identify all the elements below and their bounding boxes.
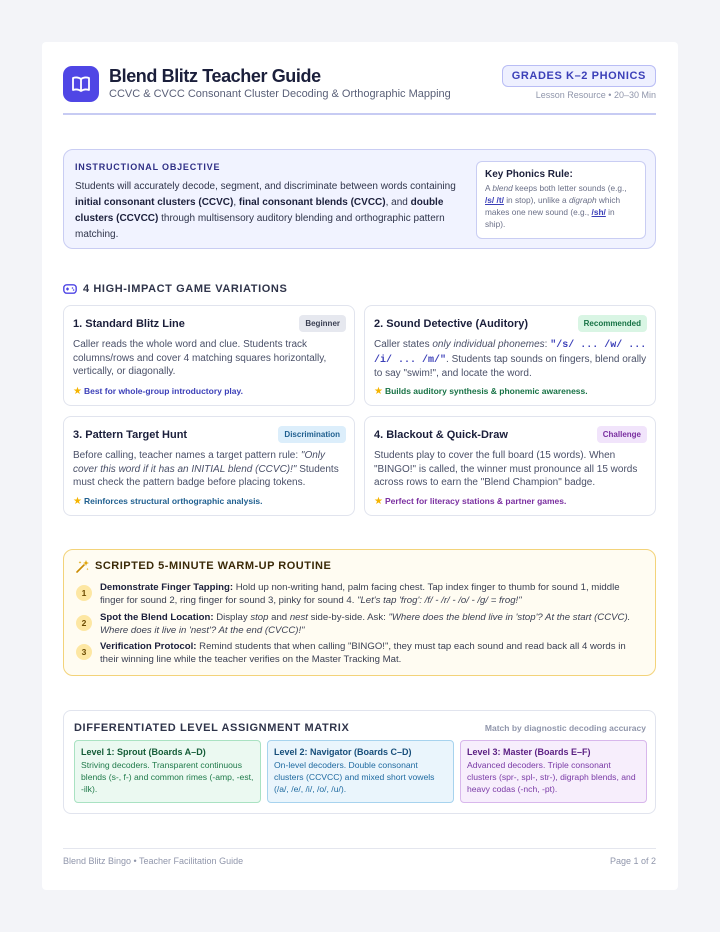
card-note: ★ Builds auditory synthesis & phonemic awareness. [374, 386, 588, 397]
level-card-navigator [267, 740, 454, 803]
difficulty-badge: Discrimination [278, 426, 346, 443]
footer-title: Blend Blitz Bingo • Teacher Facilitation Guide [63, 856, 244, 866]
open-book-icon [71, 74, 91, 94]
card-title: 3. Pattern Target Hunt [73, 429, 188, 441]
page-title: Blend Blitz Teacher Guide [109, 66, 321, 86]
phonics-rule-text: A blend keeps both letter sounds (e.g., /s/ /t/ in stop), unlike a digraph which makes one new sound (e.g., /sh/ in ship). [485, 183, 627, 229]
lesson-meta: Lesson Resource • 20–30 Min [535, 90, 656, 100]
card-description: Caller reads the whole word and clue. Students track columns/rows and cover 4 matching squares horizontally, vertically, or diagonally. [73, 339, 327, 378]
header-divider [63, 113, 656, 115]
star-icon: ★ [374, 386, 383, 397]
card-note: ★ Best for whole-group introductory play. [73, 386, 243, 397]
card-title: 4. Blackout & Quick-Draw [374, 429, 508, 441]
level-title: Level 1: Sprout (Boards A–D) [81, 747, 206, 757]
warmup-panel: SCRIPTED 5-MINUTE WARM-UP ROUTINE 1 Demonstrate Finger Tapping: Hold up non-writing hand, palm facing chest. Tap index finger to thumb for sound 1, middle finger for sound 2, ring finger for sound 3, pinky for sound 4. "Let's tap 'frog': /f/ - /r/ - /o/ - /g/ = frog!" 2 Spot the Blend Location: Display stop and nest side-by-side. Ask: "Where does the blend live in 'stop'? At the start (CCVC). Where does it live in 'nest'? At the end (CVCC)!" 3 Verification Protocol: Remind students that when calling "BINGO!", they must tap each sound and read back all 4 words in their winning line while the teacher verifies on the Master Tracking Mat. [63, 549, 656, 676]
card-description: Caller states only individual phonemes: "/s/ ... /w/ ... /i/ ... /m/". Students tap sounds on fingers, blend orally to say "swim!", and locate the word. [374, 339, 647, 380]
objective-panel [63, 149, 656, 249]
card-note: ★ Perfect for literacy stations & partner games. [374, 496, 567, 507]
level-description: Striving decoders. Transparent continuous blends (s-, f-) and common rimes (-amp, -est, -ilk). [81, 760, 254, 794]
level-matrix [63, 710, 656, 814]
step-number: 3 [76, 644, 92, 660]
card-note: ★ Reinforces structural orthographic analysis. [73, 496, 263, 507]
difficulty-badge: Beginner [299, 315, 346, 332]
step-number: 2 [76, 615, 92, 631]
card-title: 2. Sound Detective (Auditory) [374, 318, 529, 330]
card-description: Before calling, teacher names a target pattern rule: "Only cover this word if it has an INITIAL blend (CCVC)!" Students must check the pattern badge before placing tokens. [73, 450, 339, 489]
level-card-master [460, 740, 647, 803]
guide-page: Blend Blitz Teacher Guide CCVC & CVCC Consonant Cluster Decoding & Orthographic Mapping GRADES K–2 PHONICS Lesson Resource • 20–30 Min INSTRUCTIONAL OBJECTIVE Students will accurately decode, segment, and discriminate between words containing initial consonant clusters (CCVC), final consonant blends (CVCC), and double clusters (CCVCC) through multisensory auditory blending and orthographic pattern matching. Key Phonics Rule: A blend keeps both letter sounds (e.g., /s/ /t/ in stop), unlike a digraph which makes one new sound (e.g., /sh/ in ship). 4 HIGH-IMPACT GAME VARIATIONS 1. Standard Blitz Line Beginner Caller reads the whole word and clue. Students track columns/rows and cover 4 matching squares horizontally, vertically, or diagonally. ★ Best for whole-group introductory play. 2. Sound Detective (Auditory) Recommended Caller states only individual phonemes: "/s/ ... /w/ ... /i/ ... /m/". Students tap sounds on fingers, blend orally to say "swim!", and locate the word. ★ Builds auditory synthesis & phonemic awareness. 3. Pattern Target Hunt Discrimination Before calling, teacher names a target pattern rule: "Only cover this word if it has an INITIAL blend (CCVC)!" Students must check the pattern badge before placing tokens. ★ Reinforces structural orthographic analysis. 4. Blackout & Quick-Draw Challenge Students play to cover the full board (15 words). When "BINGO!" is called, the winner must pronounce all 15 words across rows to earn the "Blend Champion" badge. ★ Perfect for literacy stations & partner games. SCRIPTED 5-MINUTE WARM-UP ROUTINE 1 Demonstrate Finger Tapping: Hold up non-writing hand, palm facing chest. Tap index finger to thumb for sound 1, middle finger for sound 2, ring finger for sound 3, pinky for sound 4. "Let's tap 'frog': /f/ - /r/ - /o/ - /g/ = frog!" 2 Spot the Blend Location: Display stop and nest side-by-side. Ask: "Where does the blend live in 'stop'? At the start (CCVC). Where does it live in 'nest'? At the end (CVCC)!" 3 Verification Protocol: Remind students that when calling "BINGO!", they must tap each sound and read back all 4 words in their winning line while the teacher verifies on the Master Tracking Mat. DIFFERENTIATED LEVEL ASSIGNMENT MATRIX Match by diagnostic decoding accuracy Level 1: Sprout (Boards A–D) Striving decoders. Transparent continuous blends (s-, f-) and common rimes (-amp, -est, -ilk). Level 2: Navigator (Boards C–D) On-level decoders. Double consonant clusters (CCVCC) and mixed short vowels (/a/, /e/, /i/, /o/, /u/). Level 3: Master (Boards E–F) Advanced decoders. Triple consonant clusters (spr-, spl-, str-), digraph blends, and heavy codas (-nch, -pt). Blend Blitz Bingo • Teacher Facilitation Guide Page 1 of 2 [42, 42, 678, 890]
sparkle-wand-icon [75, 559, 90, 574]
level-title: Level 2: Navigator (Boards C–D) [274, 747, 412, 757]
star-icon: ★ [374, 496, 383, 507]
matrix-heading: DIFFERENTIATED LEVEL ASSIGNMENT MATRIX [74, 722, 350, 734]
card-title: 1. Standard Blitz Line [73, 318, 185, 330]
gamepad-icon [63, 284, 77, 294]
phonics-rule-box [476, 161, 646, 239]
level-card-sprout [74, 740, 261, 803]
star-icon: ★ [73, 386, 82, 397]
level-title: Level 3: Master (Boards E–F) [467, 747, 591, 757]
variation-card-pattern-hunt [63, 416, 355, 516]
level-description: On-level decoders. Double consonant clusters (CCVCC) and mixed short vowels (/a/, /e/, /i/, /o/, /u/). [274, 760, 435, 794]
step-number: 1 [76, 585, 92, 601]
logo [63, 66, 99, 102]
warmup-step: Verification Protocol: Remind students that when calling "BINGO!", they must tap each sound and read back all 4 words in their winning line while the teacher verifies on the Master Tracking Mat. [100, 641, 626, 665]
star-icon: ★ [73, 496, 82, 507]
warmup-step: Demonstrate Finger Tapping: Hold up non-writing hand, palm facing chest. Tap index finger to thumb for sound 1, middle finger for sound 2, ring finger for sound 3, pinky for sound 4. "Let's tap 'frog': /f/ - /r/ - /o/ - /g/ = frog!" [100, 582, 620, 606]
footer-divider [63, 848, 656, 849]
warmup-step: Spot the Blend Location: Display stop and nest side-by-side. Ask: "Where does the blend live in 'stop'? At the start (CCVC). Where does it live in 'nest'? At the end (CVCC)!" [100, 612, 631, 636]
page-subtitle: CCVC & CVCC Consonant Cluster Decoding & Orthographic Mapping [109, 88, 451, 100]
difficulty-badge: Challenge [597, 426, 647, 443]
difficulty-badge: Recommended [578, 315, 647, 332]
page-number: Page 1 of 2 [609, 856, 656, 866]
level-description: Advanced decoders. Triple consonant clusters (spr-, spl-, str-), digraph blends, and heavy codas (-nch, -pt). [467, 760, 636, 794]
grade-badge: GRADES K–2 PHONICS [502, 65, 656, 87]
variation-card-sound-detective [364, 305, 656, 406]
card-description: Students play to cover the full board (15 words). When "BINGO!" is called, the winner must pronounce all 15 words across rows to earn the "Blend Champion" badge. [374, 450, 638, 489]
objective-label: INSTRUCTIONAL OBJECTIVE [75, 162, 221, 172]
objective-text: Students will accurately decode, segment, and discriminate between words containing initial consonant clusters (CCVC), final consonant blends (CVCC), and double clusters (CCVCC) through multisensory auditory blending and orthographic pattern matching. [75, 181, 456, 240]
matrix-note: Match by diagnostic decoding accuracy [484, 723, 646, 733]
variation-card-standard [63, 305, 355, 406]
variation-card-blackout [364, 416, 656, 516]
phonics-rule-title: Key Phonics Rule: [485, 169, 573, 180]
